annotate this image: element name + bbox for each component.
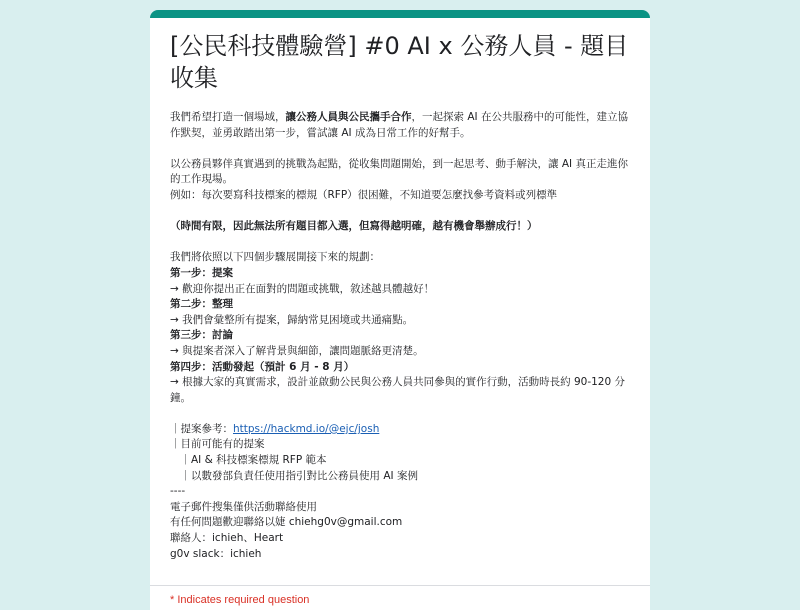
reference-line bbox=[170, 422, 630, 438]
form-header-card bbox=[150, 10, 650, 610]
step3-title bbox=[170, 328, 630, 344]
intro-text-a: 我們希望打造一個場域， bbox=[170, 111, 286, 123]
notice-text: （時間有限，因此無法所有題目都入選，但寫得越明確，越有機會舉辦成行！） bbox=[170, 220, 538, 233]
steps-intro: 我們將依照以下四個步驟展開接下來的規劃： bbox=[170, 251, 380, 264]
step1-title bbox=[170, 266, 630, 282]
notice-paragraph bbox=[170, 219, 630, 235]
step2-text: → 我們會彙整所有提案，歸納常見困境或共通痛點。 bbox=[170, 313, 414, 326]
existing-proposal-item: ｜AI & 科技標案標規 RFP 範本 bbox=[170, 454, 327, 467]
blank-line bbox=[170, 141, 630, 157]
step2-title bbox=[170, 297, 630, 313]
reference-prefix: ｜提案參考： bbox=[170, 422, 233, 435]
existing-proposal-item: ｜以數發部負責任使用指引對比公務員使用 AI 案例 bbox=[170, 469, 418, 482]
step3-text: → 與提案者深入了解背景與細節，讓問題脈絡更清楚。 bbox=[170, 344, 424, 357]
step4-title bbox=[170, 360, 630, 376]
form-header-content bbox=[150, 18, 650, 562]
blank-line bbox=[170, 235, 630, 251]
contact-people: 聯絡人：ichieh、Heart bbox=[170, 532, 284, 545]
intro-text-b: ，一起探索 AI 在公共服務中的可能性，建立協作默契，並勇敢踏出第一步，嘗試讓 AI 成為日常工作的好幫手。 bbox=[170, 111, 628, 139]
blank-line bbox=[170, 204, 630, 220]
intro-bold-text: 讓公務人員與公民攜手合作 bbox=[285, 111, 412, 123]
existing-proposals-title: ｜目前可能有的提案 bbox=[170, 438, 265, 451]
form-title: [公民科技體驗營] #0 AI x 公務人員 - 題目收集 bbox=[170, 32, 629, 92]
blank-line bbox=[170, 406, 630, 422]
section-divider bbox=[150, 585, 650, 586]
intro-paragraph bbox=[170, 110, 630, 141]
slack-contact: g0v slack：ichieh bbox=[170, 547, 262, 560]
step1-text: → 歡迎你提出正在面對的問題或挑戰，敘述越具體越好！ bbox=[170, 282, 435, 295]
required-question-note: * Indicates required question bbox=[170, 594, 310, 606]
step1-title-text: 第一步：提案 bbox=[170, 266, 233, 279]
step2-title-text: 第二步：整理 bbox=[170, 298, 233, 311]
reference-link[interactable]: https://hackmd.io/@ejc/josh bbox=[233, 422, 380, 435]
contact-question: 有任何問題歡迎聯絡以婕 chiehg0v@gmail.com bbox=[170, 516, 403, 529]
email-note: 電子郵件搜集僅供活動聯絡使用 bbox=[170, 500, 317, 513]
step3-title-text: 第三步：討論 bbox=[170, 329, 233, 342]
challenge-paragraph: 以公務員夥伴真實遇到的挑戰為起點，從收集問題開始，到一起思考、動手解決，讓 AI 真正走進你的工作現場。 bbox=[170, 157, 628, 186]
step4-title-text: 第四步：活動發起（預計 6 月 - 8 月） bbox=[170, 360, 355, 373]
step4-text: → 根據大家的真實需求，設計並啟動公民與公務人員共同參與的實作行動，活動時長約 90-120 分鐘。 bbox=[170, 376, 625, 404]
separator-text: ---- bbox=[170, 485, 186, 498]
example-paragraph: 例如：每次要寫科技標案的標規（RFP）很困難，不知道要怎麼找參考資料或列標準 bbox=[170, 188, 558, 201]
form-description bbox=[170, 110, 630, 562]
